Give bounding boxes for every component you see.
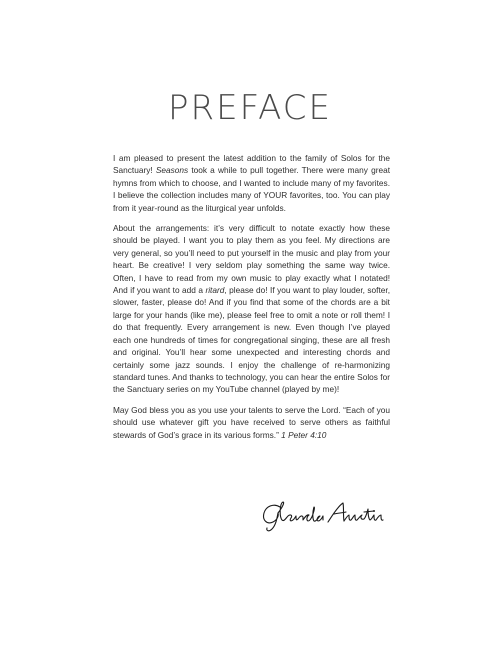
scripture-reference: 1 Peter 4:10: [281, 429, 327, 440]
paragraph-intro: [113, 152, 390, 214]
book-title-seasons: Seasons: [155, 165, 189, 176]
page-title: PREFACE: [168, 88, 332, 128]
paragraph-intro-text-1: I am pleased to present the latest addition to the family of Solos for the Sanctuary!: [113, 153, 390, 176]
author-signature: [258, 498, 393, 534]
ritard-term: ritard: [205, 285, 225, 296]
preface-body: [113, 152, 390, 449]
paragraph-intro-text-2: took a while to pull together. There were many great hymns from which to choose, and I wanted to include many of my favorites. I believe the collection includes many of YOUR favorites, too. You can play from it year-round as the liturgical year unfolds.: [113, 165, 390, 213]
paragraph-arrangements: [113, 222, 390, 396]
paragraph-arrangements-text-1: About the arrangements: it’s very difficult to notate exactly how these should be played. I want you to play them as you feel. My directions are very general, so you’ll need to put yourself in the music and play from your heart. Be creative! I very seldom play something the same way twice. Often, I have to read from my own music to play exactly what I notated! And if you want to add a: [113, 223, 390, 296]
paragraph-blessing-text: May God bless you as you use your talents to serve the Lord. “Each of you should use whatever gift you have received to serve others as faithful stewards of God’s grace in its various forms.”: [113, 404, 390, 440]
paragraph-blessing: [113, 404, 390, 441]
paragraph-arrangements-text-2: , please do! If you want to play louder, softer, slower, faster, please do! And if you find that some of the chords are a bit large for your hands (like me), please feel free to omit a note or roll them! I do that frequently. Every arrangement is new. Even though I’ve played each one hundreds of times for congregational singing, these are all fresh and original. You’ll hear some unexpected and interesting chords and certainly some jazz sounds. I enjoy the challenge of re-harmonizing standard tunes. And thanks to technology, you can hear the entire Solos for the Sanctuary series on my YouTube channel (played by me)!: [113, 285, 390, 395]
